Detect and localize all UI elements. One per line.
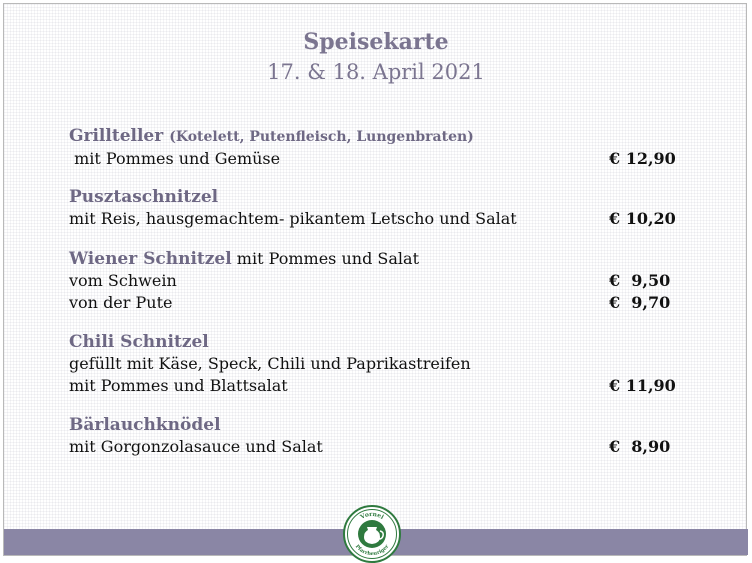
menu-item-pusztaschnitzel	[69, 186, 676, 230]
item-price: € 11,90	[609, 376, 676, 395]
item-line	[69, 375, 676, 397]
item-price: € 12,90	[609, 149, 676, 168]
logo-top-text: Vornei	[359, 510, 385, 521]
item-price: € 9,50	[609, 271, 671, 290]
menu-date: 17. & 18. April 2021	[267, 60, 485, 84]
logo	[343, 505, 401, 563]
menu-item-grillteller	[69, 125, 676, 170]
item-description: gefüllt mit Käse, Speck, Chili und Paprikastreifen	[69, 354, 471, 373]
menu-item-baerlauchknoedel	[69, 414, 669, 458]
item-description: mit Pommes und Blattsalat	[69, 376, 288, 395]
menu-item-chili-schnitzel	[69, 331, 676, 397]
menu-page	[3, 3, 747, 556]
item-price: € 10,20	[609, 209, 676, 228]
menu-header	[4, 28, 748, 86]
item-description: mit Pommes und Gemüse	[69, 149, 281, 168]
item-name: Grillteller	[69, 126, 164, 146]
item-name: Pusztaschnitzel	[69, 187, 219, 207]
item-description: mit Gorgonzolasauce und Salat	[69, 437, 323, 456]
item-price: € 8,90	[609, 437, 671, 456]
item-name: Chili Schnitzel	[69, 332, 209, 352]
item-line	[69, 353, 669, 375]
item-inline-description: mit Pommes und Salat	[231, 249, 419, 268]
item-description: mit Reis, hausgemachtem- pikantem Letscho und Salat	[69, 209, 517, 228]
item-subtitle: (Kotelett, Putenfleisch, Lungenbraten)	[169, 129, 474, 145]
item-description: vom Schwein	[69, 271, 177, 290]
menu-item-wiener-schnitzel	[69, 248, 669, 314]
item-line	[69, 208, 676, 230]
item-line	[69, 436, 669, 458]
item-name: Wiener Schnitzel	[69, 249, 232, 269]
item-price: € 9,70	[609, 293, 671, 312]
item-description: von der Pute	[69, 293, 173, 312]
item-line	[69, 292, 669, 314]
item-name: Bärlauchknödel	[69, 415, 221, 435]
menu-title: Speisekarte	[303, 29, 449, 55]
item-line	[69, 270, 669, 292]
item-line	[69, 148, 676, 170]
logo-emblem-icon	[345, 507, 399, 561]
svg-text:Vornei	[358, 511, 385, 521]
logo-bottom-text: Pfarrheuriger	[353, 543, 391, 558]
